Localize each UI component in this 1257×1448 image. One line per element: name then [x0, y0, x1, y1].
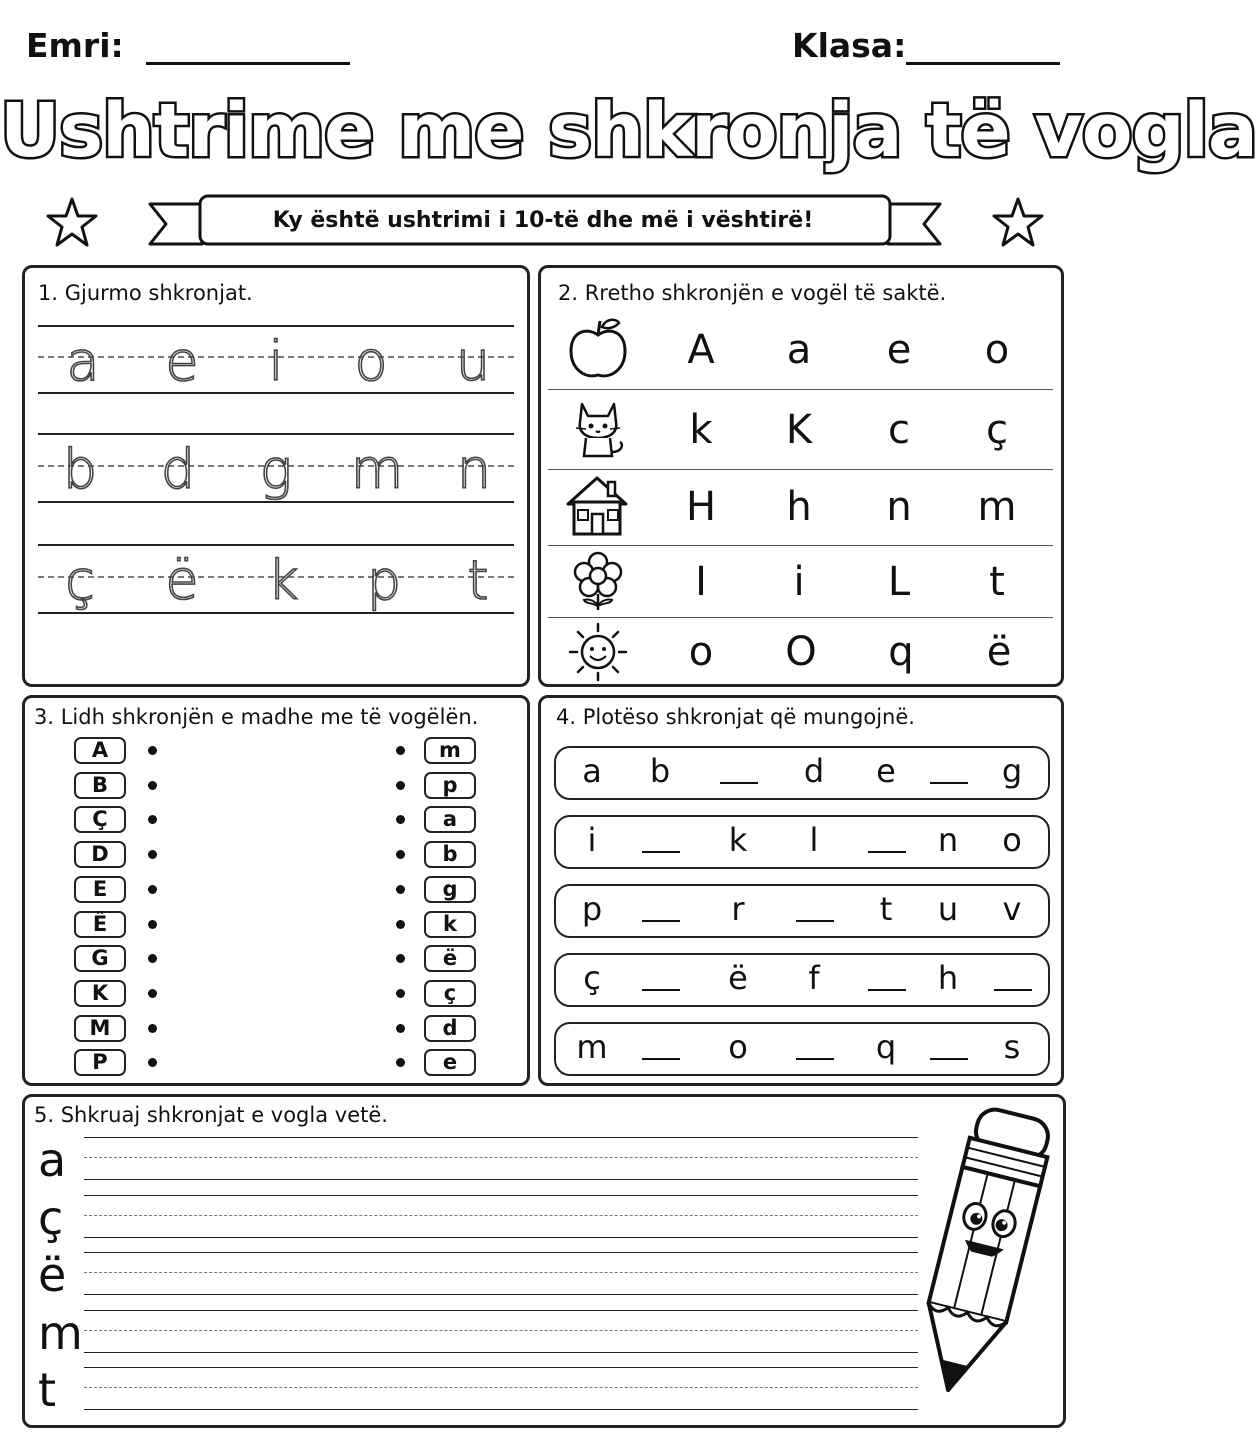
uppercase-letter-box: Ç [74, 806, 126, 833]
sequence-row [554, 1022, 1050, 1076]
sequence-letter: e [876, 752, 896, 790]
section-title: 5. Shkruaj shkronjat e vogla vetë. [34, 1103, 388, 1127]
match-dot[interactable] [148, 920, 157, 929]
guide-line [84, 1272, 918, 1273]
trace-letter[interactable]: o [354, 330, 388, 393]
letter-option[interactable]: h [786, 484, 812, 530]
uppercase-letter-box: Ë [74, 911, 126, 938]
sequence-letter: l [809, 821, 819, 859]
sequence-letter: o [1002, 821, 1022, 859]
guide-line [84, 1387, 918, 1388]
uppercase-letter-box: E [74, 876, 126, 903]
sequence-letter: t [879, 890, 893, 928]
letter-option[interactable]: I [695, 559, 707, 605]
row-divider [548, 545, 1053, 546]
match-dot[interactable] [396, 746, 405, 755]
match-dot[interactable] [148, 781, 157, 790]
letter-option[interactable]: m [977, 484, 1017, 530]
guide-line [84, 1330, 918, 1331]
sequence-letter: ç [583, 959, 601, 997]
letter-option[interactable]: k [689, 407, 713, 453]
sequence-letter: r [731, 890, 745, 928]
sequence-letter: d [803, 752, 825, 790]
guide-line [84, 1137, 918, 1138]
letter-option[interactable]: O [785, 629, 817, 675]
letter-option[interactable]: L [887, 559, 911, 605]
trace-letter[interactable]: b [62, 438, 98, 501]
blank-field[interactable] [930, 1058, 968, 1060]
lowercase-letter-box: p [424, 772, 476, 799]
letter-option[interactable]: o [688, 629, 714, 675]
sequence-letter: a [582, 752, 602, 790]
guide-line [84, 1367, 918, 1368]
model-letter: ç [38, 1190, 64, 1245]
writing-line[interactable] [84, 1409, 918, 1410]
letter-option[interactable]: e [886, 327, 912, 373]
letter-option[interactable]: K [785, 407, 813, 453]
blank-field[interactable] [720, 782, 758, 784]
letter-option[interactable]: q [888, 629, 914, 675]
sequence-letter: f [808, 959, 820, 997]
uppercase-letter-box: M [74, 1015, 126, 1042]
letter-option[interactable]: A [687, 327, 715, 373]
guide-line [84, 1157, 918, 1158]
sequence-letter: h [937, 959, 959, 997]
lowercase-letter-box: e [424, 1049, 476, 1076]
page-title: Ushtrime me shkronja të vogla [0, 88, 1257, 174]
blank-field[interactable] [642, 989, 680, 991]
star-icon [990, 196, 1046, 250]
match-dot[interactable] [148, 885, 157, 894]
sun-icon [565, 620, 631, 684]
model-letter: a [38, 1133, 67, 1187]
sequence-letter: v [1002, 890, 1022, 928]
trace-letter[interactable]: n [456, 438, 492, 501]
trace-letter[interactable]: k [267, 549, 299, 612]
trace-letter[interactable]: u [455, 330, 491, 393]
match-dot[interactable] [396, 920, 405, 929]
writing-line[interactable] [84, 1237, 918, 1238]
apple-icon [565, 315, 631, 383]
match-dot[interactable] [148, 989, 157, 998]
model-letter: m [38, 1305, 83, 1360]
uppercase-letter-box: G [74, 945, 126, 972]
match-dot[interactable] [396, 989, 405, 998]
uppercase-letter-box: B [74, 772, 126, 799]
letter-option[interactable]: i [793, 559, 805, 605]
uppercase-letter-box: K [74, 980, 126, 1007]
letter-option[interactable]: H [685, 484, 717, 530]
sequence-letter: m [576, 1028, 608, 1066]
section-title: 2. Rretho shkronjën e vogël të saktë. [558, 281, 947, 305]
uppercase-letter-box: A [74, 737, 126, 764]
section-title: 4. Plotëso shkronjat që mungojnë. [556, 705, 915, 729]
guide-line [38, 544, 514, 546]
blank-field[interactable] [642, 851, 680, 853]
model-letter: t [38, 1363, 57, 1417]
lowercase-letter-box: k [424, 911, 476, 938]
guide-line [38, 501, 514, 503]
lowercase-letter-box: ç [424, 980, 476, 1007]
section-title: 3. Lidh shkronjën e madhe me të vogëlën. [34, 705, 479, 729]
name-field[interactable] [146, 62, 350, 65]
trace-letter[interactable]: ë [165, 549, 199, 612]
trace-letter[interactable]: i [268, 330, 284, 393]
guide-line [84, 1252, 918, 1253]
sequence-letter: ë [728, 959, 748, 997]
house-icon [564, 474, 630, 538]
letter-option[interactable]: a [786, 327, 812, 373]
letter-option[interactable]: o [984, 327, 1010, 373]
lowercase-letter-box: ë [424, 945, 476, 972]
match-dot[interactable] [396, 885, 405, 894]
guide-line [84, 1425, 918, 1426]
blank-field[interactable] [868, 851, 906, 853]
row-divider [548, 469, 1053, 470]
blank-field[interactable] [796, 1058, 834, 1060]
uppercase-letter-box: D [74, 841, 126, 868]
letter-option[interactable]: t [989, 559, 1005, 605]
class-field[interactable] [906, 62, 1060, 65]
letter-option[interactable]: n [886, 484, 912, 530]
subtitle: Ky është ushtrimi i 10-të dhe më i vështirë! [272, 208, 814, 233]
class-label: Klasa: [792, 26, 907, 65]
match-dot[interactable] [148, 1024, 157, 1033]
sequence-letter: u [937, 890, 959, 928]
lowercase-letter-box: a [424, 806, 476, 833]
guide-line [38, 612, 514, 614]
writing-line[interactable] [84, 1352, 918, 1353]
blank-field[interactable] [642, 920, 680, 922]
letter-option[interactable]: c [888, 407, 910, 453]
guide-line [38, 433, 514, 435]
lowercase-letter-box: b [424, 841, 476, 868]
blank-field[interactable] [796, 920, 834, 922]
sequence-letter: b [649, 752, 671, 790]
trace-letter[interactable]: g [259, 438, 293, 501]
star-icon [44, 196, 100, 250]
model-letter: ë [38, 1248, 67, 1302]
sequence-letter: s [1003, 1028, 1021, 1066]
lowercase-letter-box: d [424, 1015, 476, 1042]
match-dot[interactable] [396, 781, 405, 790]
writing-line[interactable] [84, 1294, 918, 1295]
name-label: Emri: [26, 26, 124, 65]
sequence-letter: o [728, 1028, 748, 1066]
match-dot[interactable] [396, 1024, 405, 1033]
writing-line[interactable] [84, 1179, 918, 1180]
flower-icon [568, 550, 628, 612]
letter-option[interactable]: ë [986, 629, 1012, 675]
sequence-letter: p [581, 890, 603, 928]
blank-field[interactable] [868, 989, 906, 991]
trace-letter[interactable]: a [66, 330, 100, 393]
trace-letter[interactable]: t [467, 549, 489, 612]
trace-letter[interactable]: ç [65, 549, 95, 612]
uppercase-letter-box: P [74, 1049, 126, 1076]
trace-letter[interactable]: d [160, 438, 196, 501]
match-dot[interactable] [148, 746, 157, 755]
cat-icon [568, 396, 628, 462]
lowercase-letter-box: g [424, 876, 476, 903]
section-title: 1. Gjurmo shkronjat. [38, 281, 253, 305]
guide-line [84, 1310, 918, 1311]
pencil-mascot-icon [906, 1104, 1056, 1404]
row-divider [548, 389, 1053, 390]
guide-line [84, 1195, 918, 1196]
blank-field[interactable] [642, 1058, 680, 1060]
sequence-letter: n [937, 821, 959, 859]
sequence-letter: g [1001, 752, 1023, 790]
guide-line [38, 325, 514, 327]
letter-option[interactable]: ç [986, 407, 1008, 453]
sequence-letter: i [587, 821, 597, 859]
lowercase-letter-box: m [424, 737, 476, 764]
blank-field[interactable] [930, 782, 968, 784]
blank-field[interactable] [994, 989, 1032, 991]
trace-letter[interactable]: p [366, 549, 402, 612]
sequence-letter: k [728, 821, 748, 859]
guide-line [84, 1215, 918, 1216]
trace-letter[interactable]: e [165, 330, 199, 393]
trace-letter[interactable]: m [350, 438, 404, 501]
row-divider [548, 617, 1053, 618]
sequence-letter: q [875, 1028, 897, 1066]
